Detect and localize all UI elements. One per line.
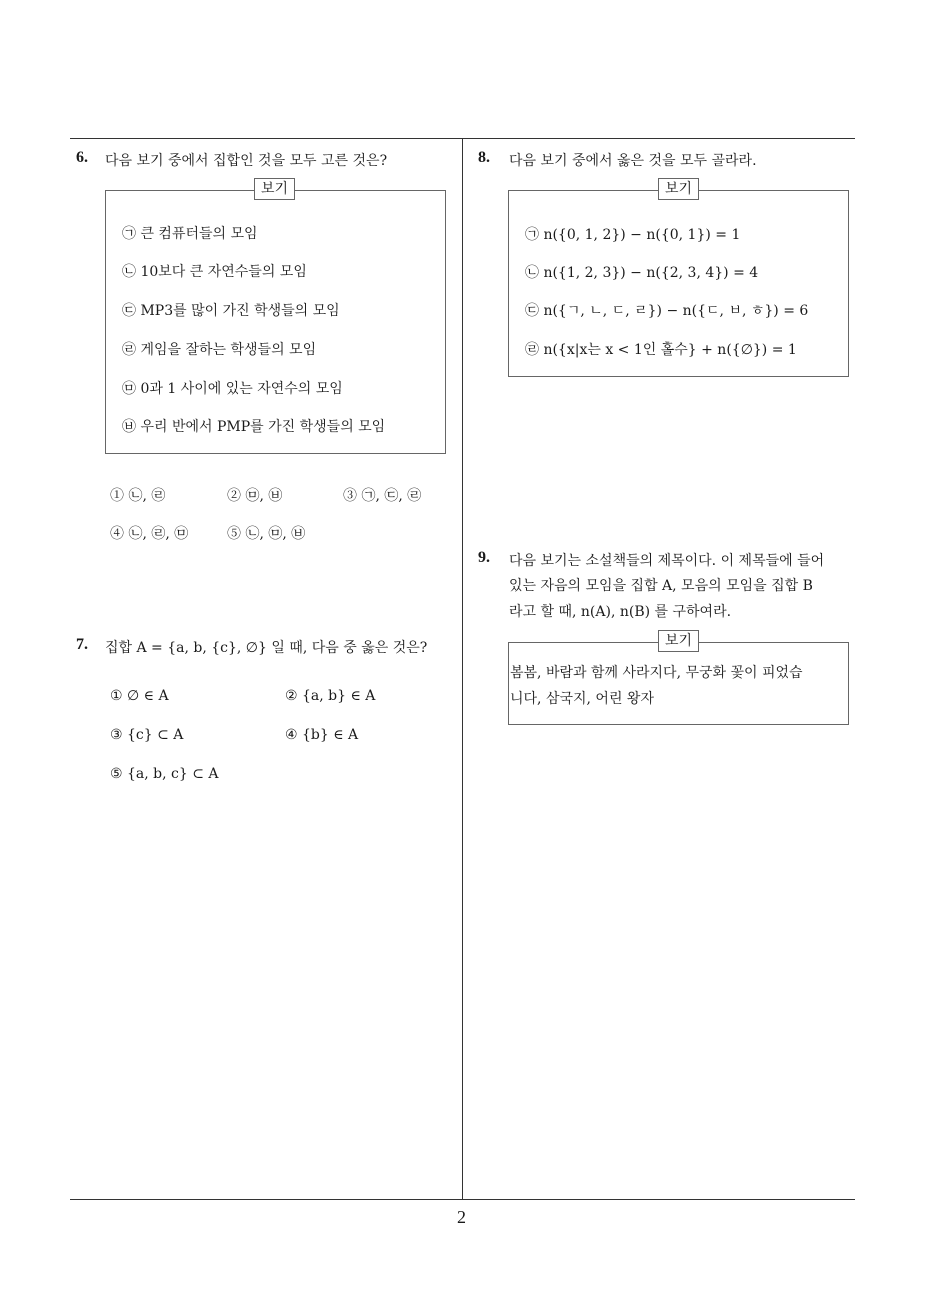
example-box-label: 보기 (658, 630, 699, 652)
example-item: ㉡ 10보다 큰 자연수들의 모임 (122, 264, 307, 280)
question-text-line: 다음 보기는 소설책들의 제목이다. 이 제목들에 들어 (509, 553, 825, 569)
answer-choice[interactable]: ① ㉡, ㉣ (110, 488, 166, 504)
question-text-line: 있는 자음의 모임을 집합 A, 모음의 모임을 집합 B (509, 578, 813, 594)
answer-choice[interactable]: ② ㉤, ㉥ (227, 488, 283, 504)
answer-choice[interactable]: ③ {c} ⊂ A (110, 727, 184, 743)
answer-choice[interactable]: ④ {b} ∈ A (285, 727, 359, 743)
answer-choice[interactable]: ① ∅ ∈ A (110, 688, 169, 704)
answer-choice[interactable]: ③ ㉠, ㉢, ㉣ (343, 488, 422, 504)
question-number: 6. (76, 149, 88, 166)
example-box-label: 보기 (254, 178, 295, 200)
example-item: ㉢ MP3를 많이 가진 학생들의 모임 (122, 303, 340, 319)
question-number: 8. (478, 149, 490, 166)
example-item: ㉤ 0과 1 사이에 있는 자연수의 모임 (122, 381, 343, 397)
example-box (508, 642, 849, 725)
example-item: ㉣ 게임을 잘하는 학생들의 모임 (122, 342, 317, 358)
example-text-line: 봄봄, 바람과 함께 사라지다, 무궁화 꽃이 피었습 (510, 665, 803, 681)
example-box-label: 보기 (658, 178, 699, 200)
example-item: ㉥ 우리 반에서 PMP를 가진 학생들의 모임 (122, 419, 386, 435)
question-text: 다음 보기 중에서 집합인 것을 모두 고른 것은? (105, 153, 388, 169)
page-number: 2 (457, 1207, 466, 1227)
answer-choice[interactable]: ④ ㉡, ㉣, ㉤ (110, 526, 189, 542)
question-number: 9. (478, 549, 490, 566)
question-text-line: 라고 할 때, n(A), n(B) 를 구하여라. (509, 604, 732, 620)
answer-choice[interactable]: ⑤ ㉡, ㉤, ㉥ (227, 526, 306, 542)
question-number: 7. (76, 636, 88, 653)
answer-choice[interactable]: ⑤ {a, b, c} ⊂ A (110, 766, 219, 782)
bottom-rule (70, 1199, 855, 1200)
example-item: ㉢ n({ㄱ, ㄴ, ㄷ, ㄹ}) − n({ㄷ, ㅂ, ㅎ}) = 6 (525, 303, 809, 319)
answer-choice[interactable]: ② {a, b} ∈ A (285, 688, 376, 704)
example-item: ㉡ n({1, 2, 3}) − n({2, 3, 4}) = 4 (525, 265, 759, 281)
column-divider (462, 138, 463, 1200)
example-item: ㉣ n({x|x는 x < 1인 홀수} + n({∅}) = 1 (525, 342, 797, 358)
question-text: 집합 A = {a, b, {c}, ∅} 일 때, 다음 중 옳은 것은? (105, 640, 428, 656)
question-text: 다음 보기 중에서 옳은 것을 모두 골라라. (509, 153, 757, 169)
example-item: ㉠ 큰 컴퓨터들의 모임 (122, 226, 258, 242)
example-text-line: 니다, 삼국지, 어린 왕자 (510, 691, 654, 707)
example-item: ㉠ n({0, 1, 2}) − n({0, 1}) = 1 (525, 227, 741, 243)
